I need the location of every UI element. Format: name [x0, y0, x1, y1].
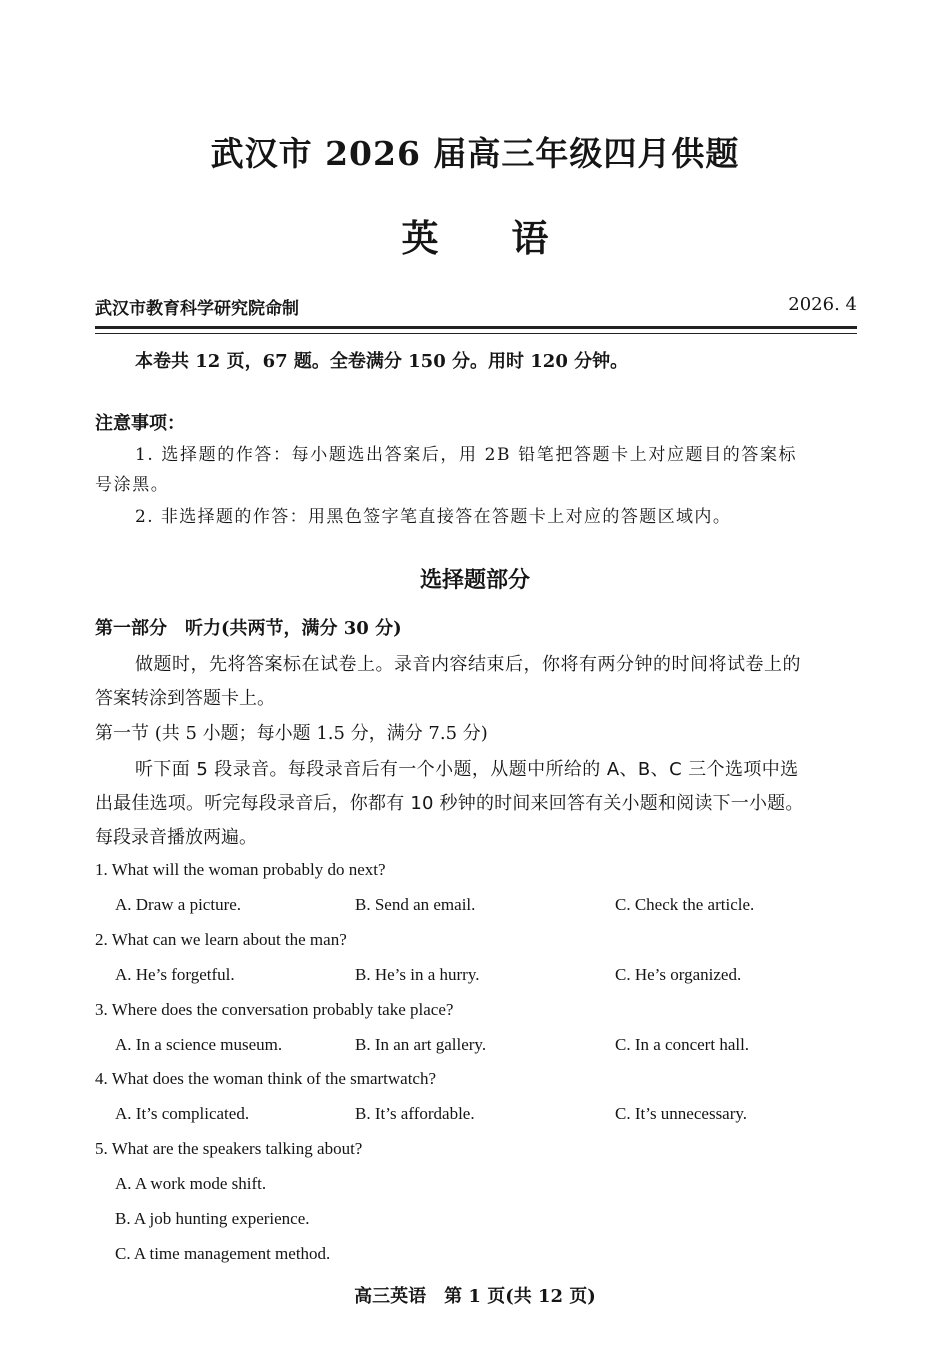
option-b: B. A job hunting experience. [115, 1209, 310, 1228]
exam-title: 武汉市 2026 届高三年级四月供题 [210, 134, 740, 173]
subsection-instruction-line-2: 出最佳选项。听完每段录音后，你都有 10 秒钟的时间来回答有关小题和阅读下一小题。 [95, 793, 804, 814]
option-c: C. He’s organized. [615, 965, 742, 984]
option-c: C. Check the article. [615, 895, 755, 914]
header-divider-thin [95, 333, 857, 334]
question-stem: 1. What will the woman probably do next? [95, 860, 386, 879]
part-title: 第一部分 听力(共两节，满分 30 分) [95, 618, 402, 639]
notes-heading: 注意事项： [95, 413, 185, 434]
option-b: B. Send an email. [355, 895, 476, 914]
question-stem: 4. What does the woman think of the smartwatch? [95, 1069, 437, 1088]
note-item-2: 2. 非选择题的作答：用黑色签字笔直接答在答题卡上对应的答题区域内。 [135, 507, 732, 527]
option-c: C. It’s unnecessary. [615, 1104, 748, 1123]
subsection-instruction: 听下面 5 段录音。每段录音后有一个小题，从题中所给的 A、B、C 三个选项中选 [135, 759, 799, 780]
note-item-1-continued: 号涂黑。 [95, 475, 170, 495]
exam-summary: 本卷共 12 页，67 题。全卷满分 150 分。用时 120 分钟。 [135, 351, 629, 372]
page-footer: 高三英语 第 1 页(共 12 页) [354, 1286, 596, 1307]
header-divider-thick [95, 326, 857, 329]
section-title: 选择题部分 [419, 567, 530, 593]
option-a: A. A work mode shift. [115, 1174, 267, 1193]
option-a: A. He’s forgetful. [115, 965, 235, 984]
option-c: C. A time management method. [115, 1244, 331, 1263]
option-c: C. In a concert hall. [615, 1035, 750, 1054]
note-item-1: 1. 选择题的作答：每小题选出答案后，用 2B 铅笔把答题卡上对应题目的答案标 [135, 445, 798, 465]
question-stem: 3. Where does the conversation probably take place? [95, 1000, 454, 1019]
option-b: B. He’s in a hurry. [355, 965, 480, 984]
option-a: A. Draw a picture. [115, 895, 242, 914]
exam-date: 2026. 4 [788, 294, 857, 315]
option-a: A. In a science museum. [115, 1035, 283, 1054]
question-stem: 2. What can we learn about the man? [95, 930, 347, 949]
subsection-instruction-line-3: 每段录音播放两遍。 [95, 827, 257, 848]
option-a: A. It’s complicated. [115, 1104, 250, 1123]
subsection-title: 第一节 (共 5 小题；每小题 1.5 分，满分 7.5 分) [95, 723, 488, 744]
question-stem: 5. What are the speakers talking about? [95, 1139, 363, 1158]
publisher: 武汉市教育科学研究院命制 [95, 299, 299, 319]
option-b: B. It’s affordable. [355, 1104, 475, 1123]
part-instruction-continued: 答案转涂到答题卡上。 [95, 688, 275, 709]
subject-title: 英 语 [401, 216, 579, 260]
part-instruction: 做题时，先将答案标在试卷上。录音内容结束后，你将有两分钟的时间将试卷上的 [135, 654, 801, 675]
option-b: B. In an art gallery. [355, 1035, 487, 1054]
